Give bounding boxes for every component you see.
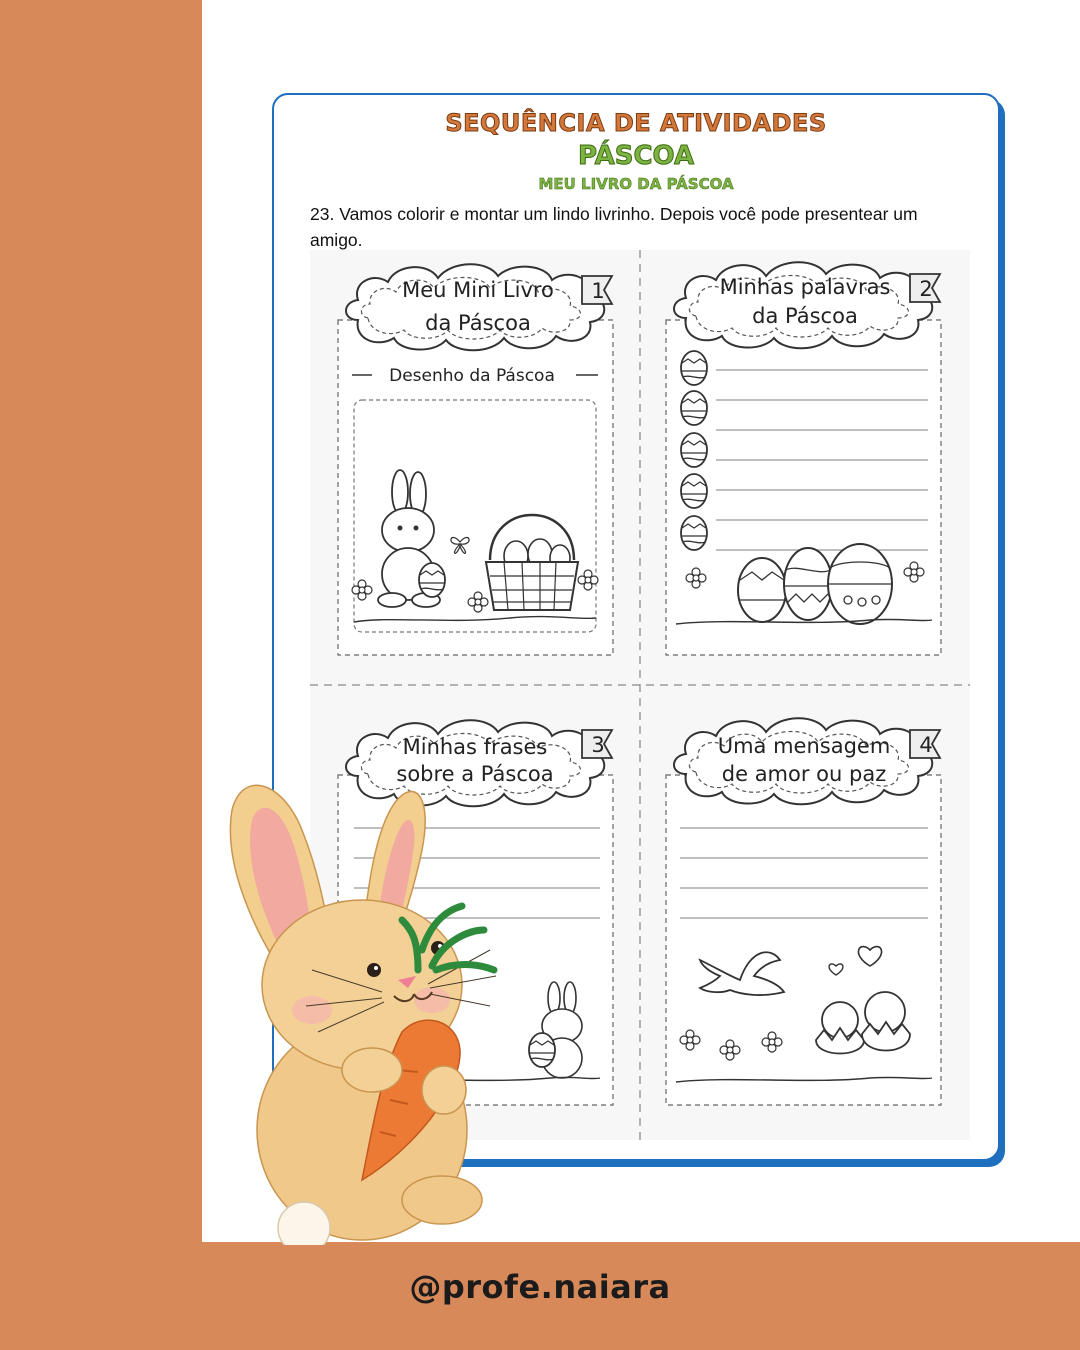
page-2-number: 2 [919,277,933,301]
page-1-title-line2: da Páscoa [425,311,531,335]
egg-icon [681,351,707,550]
page-2-title-line1: Minhas palavras [719,275,891,299]
footer-handle: @profe.naiara [409,1268,671,1306]
page-3-title-line1: Minhas frases [402,735,548,759]
page-4-number: 4 [919,733,933,757]
bunny-carrot-illustration [222,770,502,1245]
page-3-title-line2: sobre a Páscoa [396,762,554,786]
book-page-2 [666,262,941,655]
egg-icon [419,563,445,597]
page-3-number: 3 [591,733,605,757]
page-1-caption: Desenho da Páscoa [389,366,555,386]
worksheet-section-title: MEU LIVRO DA PÁSCOA [538,175,734,193]
page-4-title-line2: de amor ou paz [721,762,887,786]
page-2-title-line2: da Páscoa [752,304,858,328]
instruction-text: 23. Vamos colorir e montar um lindo livrinho. Depois você pode presentear um amigo. [310,204,918,250]
page-1-title-line1: Meu Mini Livro [402,278,554,302]
worksheet-title: SEQUÊNCIA DE ATIVIDADES [445,109,827,137]
page-1-number: 1 [591,279,605,303]
egg-icon [529,1033,555,1067]
book-page-1 [338,264,613,655]
worksheet-subtitle: PÁSCOA [577,141,695,171]
book-page-4 [666,718,941,1105]
page-4-title-line1: Uma mensagem [717,734,891,758]
